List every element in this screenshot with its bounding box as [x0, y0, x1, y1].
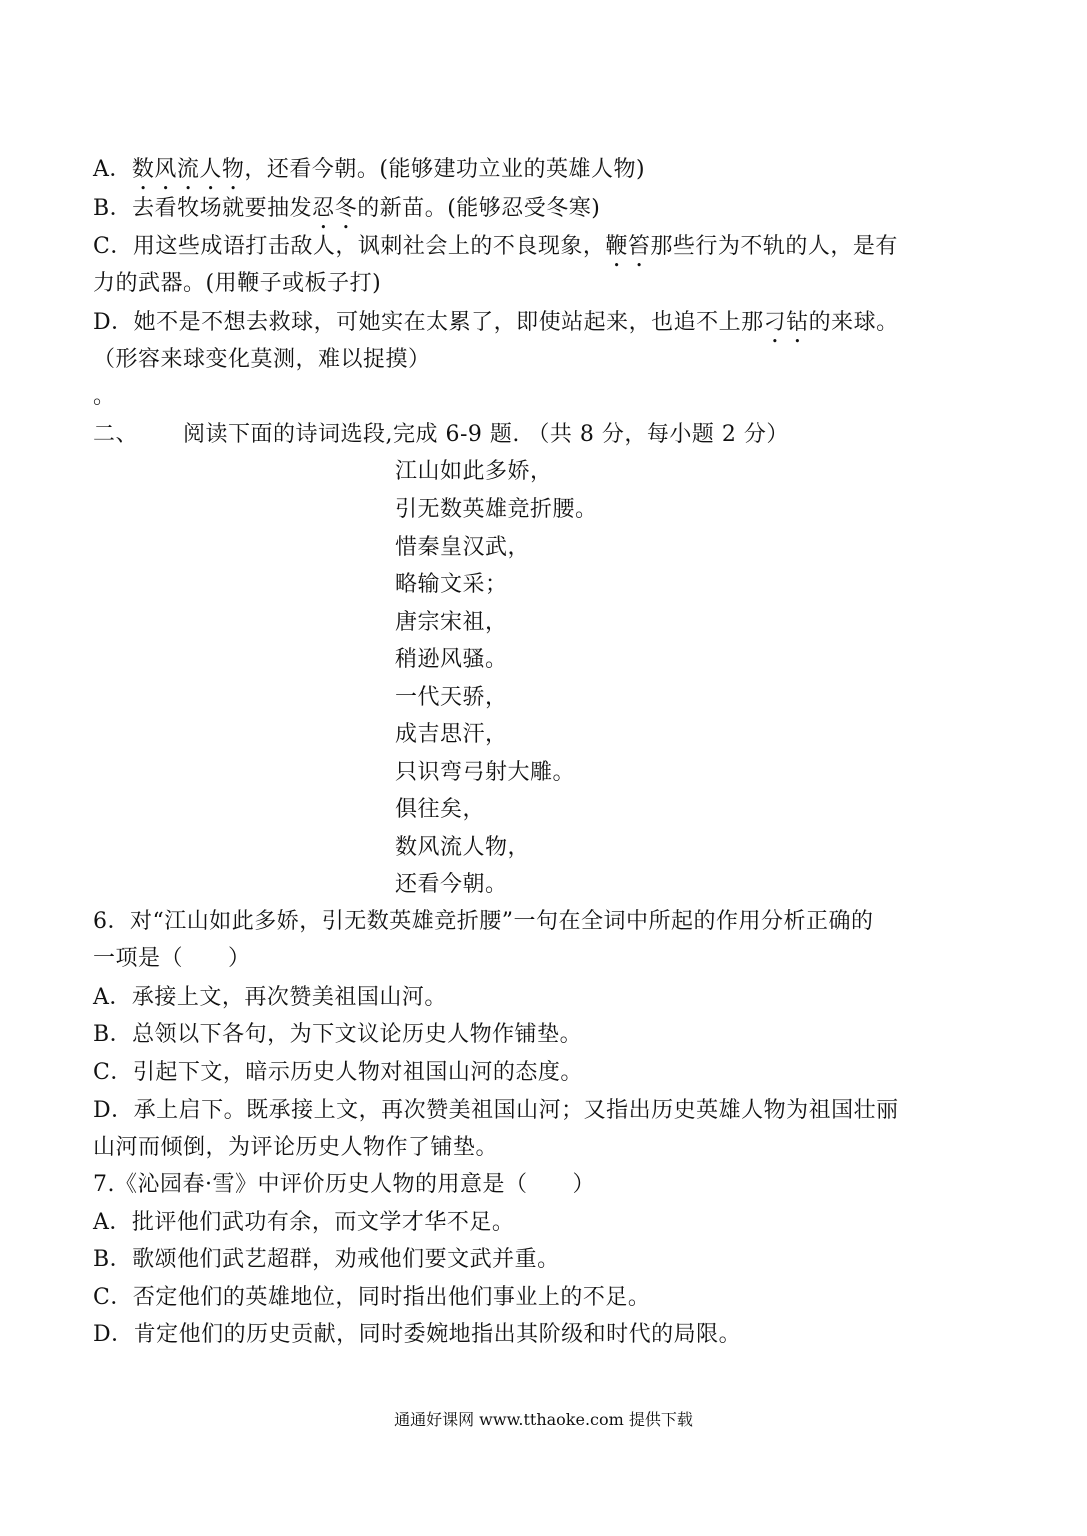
option-text: ，还看今朝。(能够建功立业的英雄人物) — [244, 157, 646, 182]
q6-option-b: B．总领以下各句，为下文议论历史人物作铺垫。 — [93, 1022, 583, 1047]
q7-stem: 7.《沁园春·雪》中评价历史人物的用意是（ ） — [93, 1172, 595, 1197]
q7-option-a: A．批评他们武功有余，而文学才华不足。 — [93, 1210, 515, 1235]
section-number: 二、 — [93, 422, 139, 447]
q6-option-c: C．引起下文，暗示历史人物对祖国山河的态度。 — [93, 1060, 583, 1085]
poem-line: 成吉思汗， — [395, 722, 508, 747]
option-text: 那些行为不轨的人，是有 — [650, 234, 898, 259]
q5-option-c-cont: 力的武器。(用鞭子或板子打) — [93, 271, 382, 296]
dotted-word: 刁钻 — [763, 310, 809, 335]
q5-option-a — [93, 157, 645, 195]
section-2-heading — [93, 422, 789, 448]
section-title: 阅读下面的诗词选段,完成 6-9 题. （共 8 分，每小题 2 分） — [183, 422, 789, 447]
poem-line: 惜秦皇汉武， — [395, 535, 531, 560]
option-text: 的新苗。(能够忍受冬寒) — [357, 196, 601, 221]
q6-option-a: A．承接上文，再次赞美祖国山河。 — [93, 985, 447, 1010]
q5-option-c — [93, 234, 898, 272]
q5-option-d-cont: （形容来球变化莫测，难以捉摸） — [93, 347, 431, 372]
q5-option-d — [93, 310, 899, 348]
poem-line: 略输文采； — [395, 572, 508, 597]
q5-option-b — [93, 196, 600, 234]
page-footer: 通通好课网 www.tthaoke.com 提供下载 — [394, 1410, 693, 1429]
q7-option-b: B．歌颂他们武艺超群，劝戒他们要文武并重。 — [93, 1247, 560, 1272]
poem-line: 唐宗宋祖， — [395, 610, 508, 635]
q7-option-d: D．肯定他们的历史贡献，同时委婉地指出其阶级和时代的局限。 — [93, 1322, 742, 1347]
stray-punctuation: 。 — [93, 384, 116, 409]
poem-line: 数风流人物， — [395, 835, 531, 860]
option-text: B．去看牧场就要抽发 — [93, 196, 313, 221]
poem-line: 稍逊风骚。 — [395, 647, 508, 672]
poem-line: 俱往矣， — [395, 797, 486, 822]
poem-line: 一代天骄， — [395, 685, 508, 710]
option-text: A． — [93, 157, 132, 182]
dotted-word: 鞭笞 — [605, 234, 651, 259]
poem-line: 只识弯弓射大雕。 — [395, 760, 576, 785]
q6-stem-cont: 一项是（ ） — [93, 946, 251, 971]
q6-stem: 6．对“江山如此多娇，引无数英雄竞折腰”一句在全词中所起的作用分析正确的 — [93, 909, 874, 934]
option-text: 的来球。 — [808, 310, 899, 335]
poem-line: 引无数英雄竞折腰。 — [395, 497, 598, 522]
q7-option-c: C．否定他们的英雄地位，同时指出他们事业上的不足。 — [93, 1285, 651, 1310]
poem-line: 江山如此多娇， — [395, 459, 553, 484]
q6-option-d-cont: 山河而倾倒，为评论历史人物作了铺垫。 — [93, 1135, 499, 1160]
poem-line: 还看今朝。 — [395, 872, 508, 897]
option-text: C．用这些成语打击敌人，讽刺社会上的不良现象， — [93, 234, 606, 259]
option-text: D．她不是不想去救球，可她实在太累了，即使站起来，也追不上那 — [93, 310, 764, 335]
dotted-word: 忍冬 — [312, 196, 358, 221]
dotted-word: 数风流人物 — [131, 157, 245, 182]
q6-option-d: D．承上启下。既承接上文，再次赞美祖国山河；又指出历史英雄人物为祖国壮丽 — [93, 1098, 899, 1123]
